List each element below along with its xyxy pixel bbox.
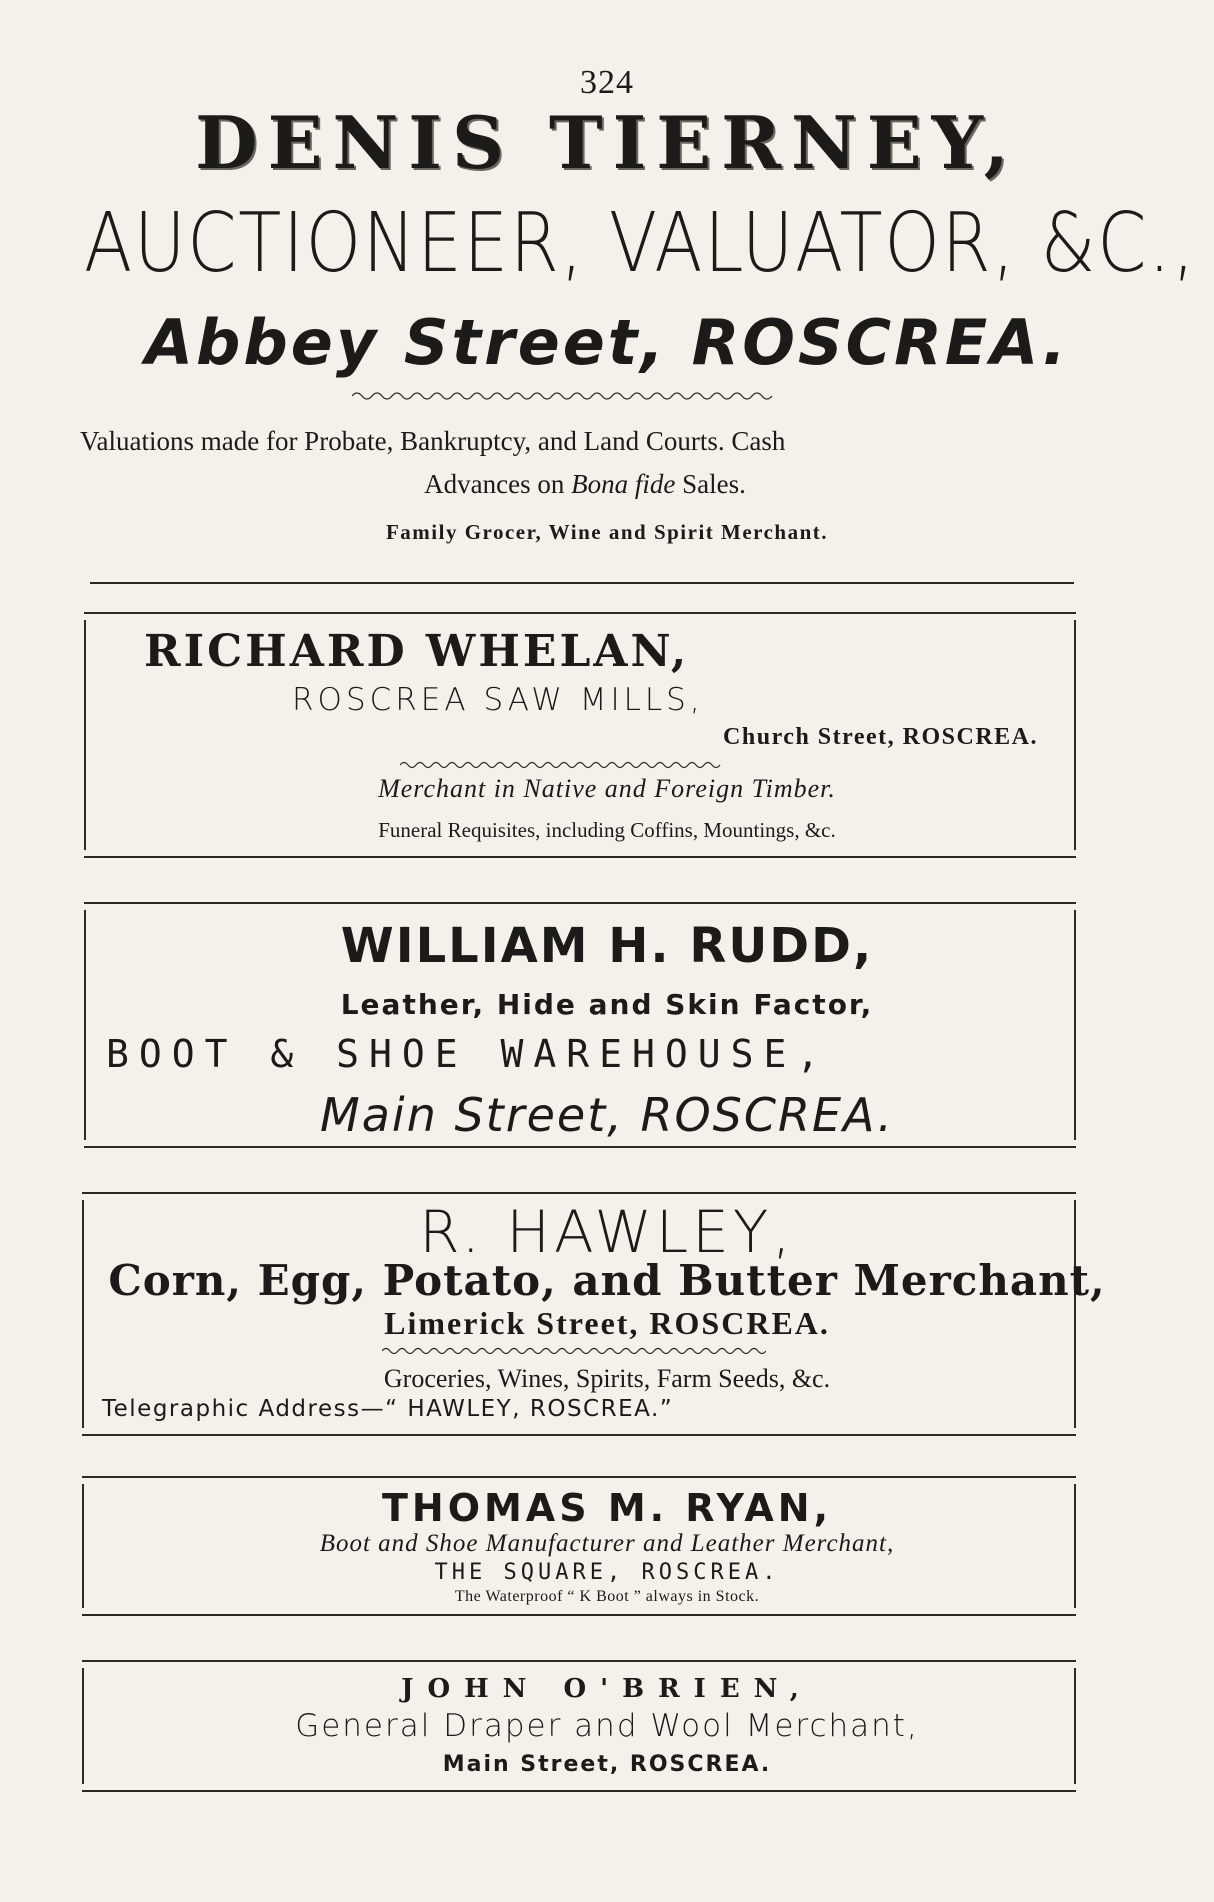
- obrien-trade: General Draper and Wool Merchant,: [295, 1708, 919, 1744]
- hawley-goods: Groceries, Wines, Spirits, Farm Seeds, &c.: [383, 1364, 831, 1393]
- tierney-description-line1: Valuations made for Probate, Bankruptcy, and Land Courts. Cash: [80, 426, 786, 456]
- tierney-trade: Family Grocer, Wine and Spirit Merchant.: [385, 520, 829, 544]
- tierney-description-line2: [80, 463, 1090, 506]
- tierney-name: DENIS TIERNEY,: [195, 100, 1019, 185]
- whelan-business: ROSCREA SAW MILLS,: [292, 682, 704, 718]
- tierney-description: [80, 420, 1090, 506]
- line2-pre: Advances on: [424, 469, 572, 499]
- divider-rule: [90, 582, 1074, 584]
- wavy-divider: [352, 390, 776, 402]
- rudd-name: WILLIAM H. RUDD,: [340, 918, 874, 974]
- hawley-street: Limerick Street, ROSCREA.: [384, 1305, 830, 1341]
- page-number: 324: [580, 64, 634, 101]
- line2-post: Sales.: [675, 469, 746, 499]
- whelan-merchant: Merchant in Native and Foreign Timber.: [378, 774, 836, 803]
- obrien-street: Main Street, ROSCREA.: [442, 1752, 772, 1777]
- rudd-trade: Leather, Hide and Skin Factor,: [340, 988, 874, 1021]
- ryan-name: THOMAS M. RYAN,: [381, 1486, 833, 1530]
- hawley-name: R. HAWLEY,: [419, 1198, 795, 1266]
- wavy-divider: [382, 1346, 766, 1356]
- whelan-funeral: Funeral Requisites, including Coffins, Mountings, &c.: [378, 818, 836, 842]
- ryan-trade: Boot and Shoe Manufacturer and Leather Merchant,: [319, 1530, 895, 1557]
- line2-italic: Bona fide: [571, 469, 676, 499]
- rudd-warehouse: BOOT & SHOE WAREHOUSE,: [106, 1032, 830, 1076]
- whelan-street: Church Street, ROSCREA.: [723, 724, 1038, 750]
- hawley-trade: Corn, Egg, Potato, and Butter Merchant,: [108, 1256, 1106, 1305]
- ryan-address: THE SQUARE, ROSCREA.: [434, 1560, 780, 1585]
- wavy-divider: [400, 760, 724, 770]
- tierney-title: AUCTIONEER, VALUATOR, &C.,: [84, 196, 1197, 291]
- ryan-note: The Waterproof “ K Boot ” always in Stock.: [454, 1588, 760, 1605]
- whelan-name: RICHARD WHELAN,: [144, 626, 690, 677]
- hawley-telegraphic: Telegraphic Address—“ HAWLEY, ROSCREA.”: [102, 1396, 674, 1422]
- obrien-name: JOHN O'BRIEN,: [401, 1674, 813, 1704]
- tierney-address: Abbey Street, ROSCREA.: [145, 306, 1069, 379]
- rudd-address: Main Street, ROSCREA.: [320, 1088, 894, 1142]
